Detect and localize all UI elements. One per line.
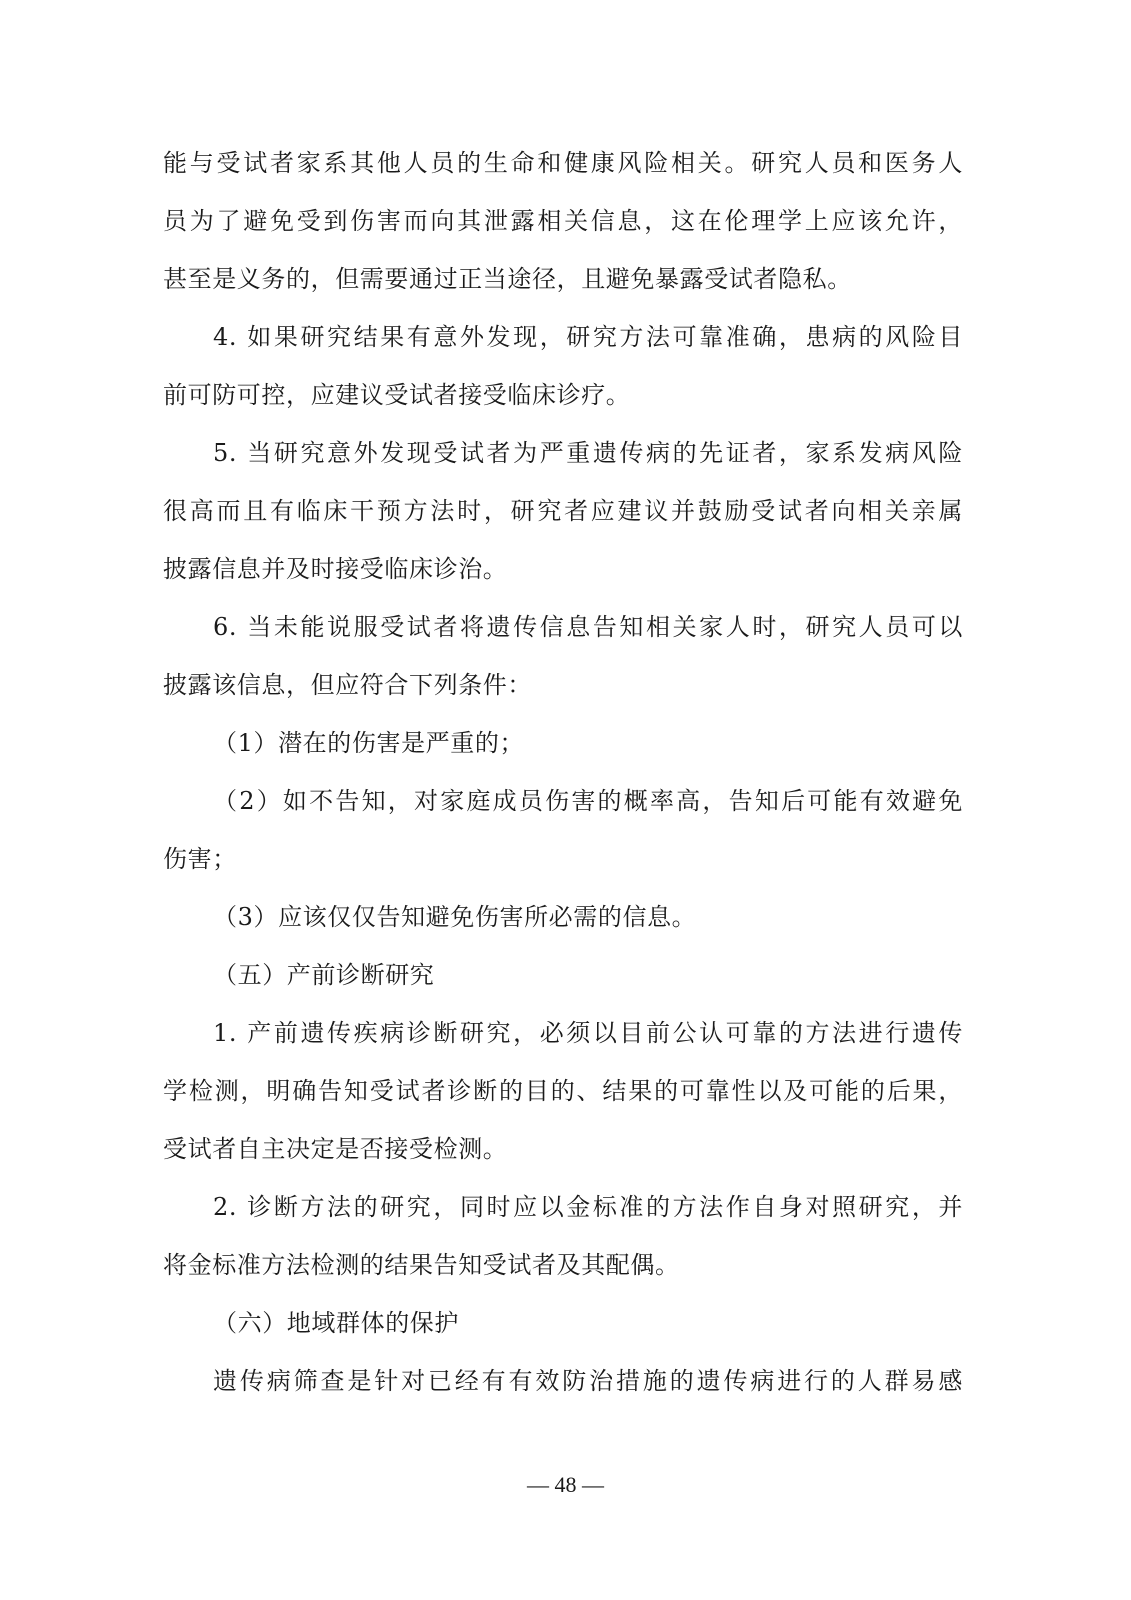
text-line: 伤害； xyxy=(163,845,237,873)
section-heading: （六）地域群体的保护 xyxy=(213,1309,459,1337)
text-line: 4. 如果研究结果有意外发现，研究方法可靠准确，患病的风险目 xyxy=(213,323,963,351)
text-line: 遗传病筛查是针对已经有有效防治措施的遗传病进行的人群易感 xyxy=(213,1367,963,1395)
text-line: 披露信息并及时接受临床诊治。 xyxy=(163,555,508,583)
list-item: （2）如不告知，对家庭成员伤害的概率高，告知后可能有效避免 xyxy=(213,787,963,815)
text-line: 1. 产前遗传疾病诊断研究，必须以目前公认可靠的方法进行遗传 xyxy=(213,1019,963,1047)
text-line: 披露该信息，但应符合下列条件： xyxy=(163,671,532,699)
text-line: 甚至是义务的，但需要通过正当途径，且避免暴露受试者隐私。 xyxy=(163,265,852,293)
text-line: 员为了避免受到伤害而向其泄露相关信息，这在伦理学上应该允许， xyxy=(163,207,963,235)
text-line: 5. 当研究意外发现受试者为严重遗传病的先证者，家系发病风险 xyxy=(213,439,963,467)
text-line: 2. 诊断方法的研究，同时应以金标准的方法作自身对照研究，并 xyxy=(213,1193,963,1221)
text-line: 6. 当未能说服受试者将遗传信息告知相关家人时，研究人员可以 xyxy=(213,613,963,641)
text-line: 学检测，明确告知受试者诊断的目的、结果的可靠性以及可能的后果， xyxy=(163,1077,963,1105)
list-item: （3）应该仅仅告知避免伤害所必需的信息。 xyxy=(213,903,697,931)
page-number: — 48 — xyxy=(527,1472,604,1497)
text-line: 受试者自主决定是否接受检测。 xyxy=(163,1135,508,1163)
text-line: 将金标准方法检测的结果告知受试者及其配偶。 xyxy=(163,1251,680,1279)
list-item: （1）潜在的伤害是严重的； xyxy=(213,729,525,757)
text-line: 前可防可控，应建议受试者接受临床诊疗。 xyxy=(163,381,631,409)
text-line: 很高而且有临床干预方法时，研究者应建议并鼓励受试者向相关亲属 xyxy=(163,497,963,525)
text-line: 能与受试者家系其他人员的生命和健康风险相关。研究人员和医务人 xyxy=(163,149,963,177)
section-heading: （五）产前诊断研究 xyxy=(213,961,435,989)
